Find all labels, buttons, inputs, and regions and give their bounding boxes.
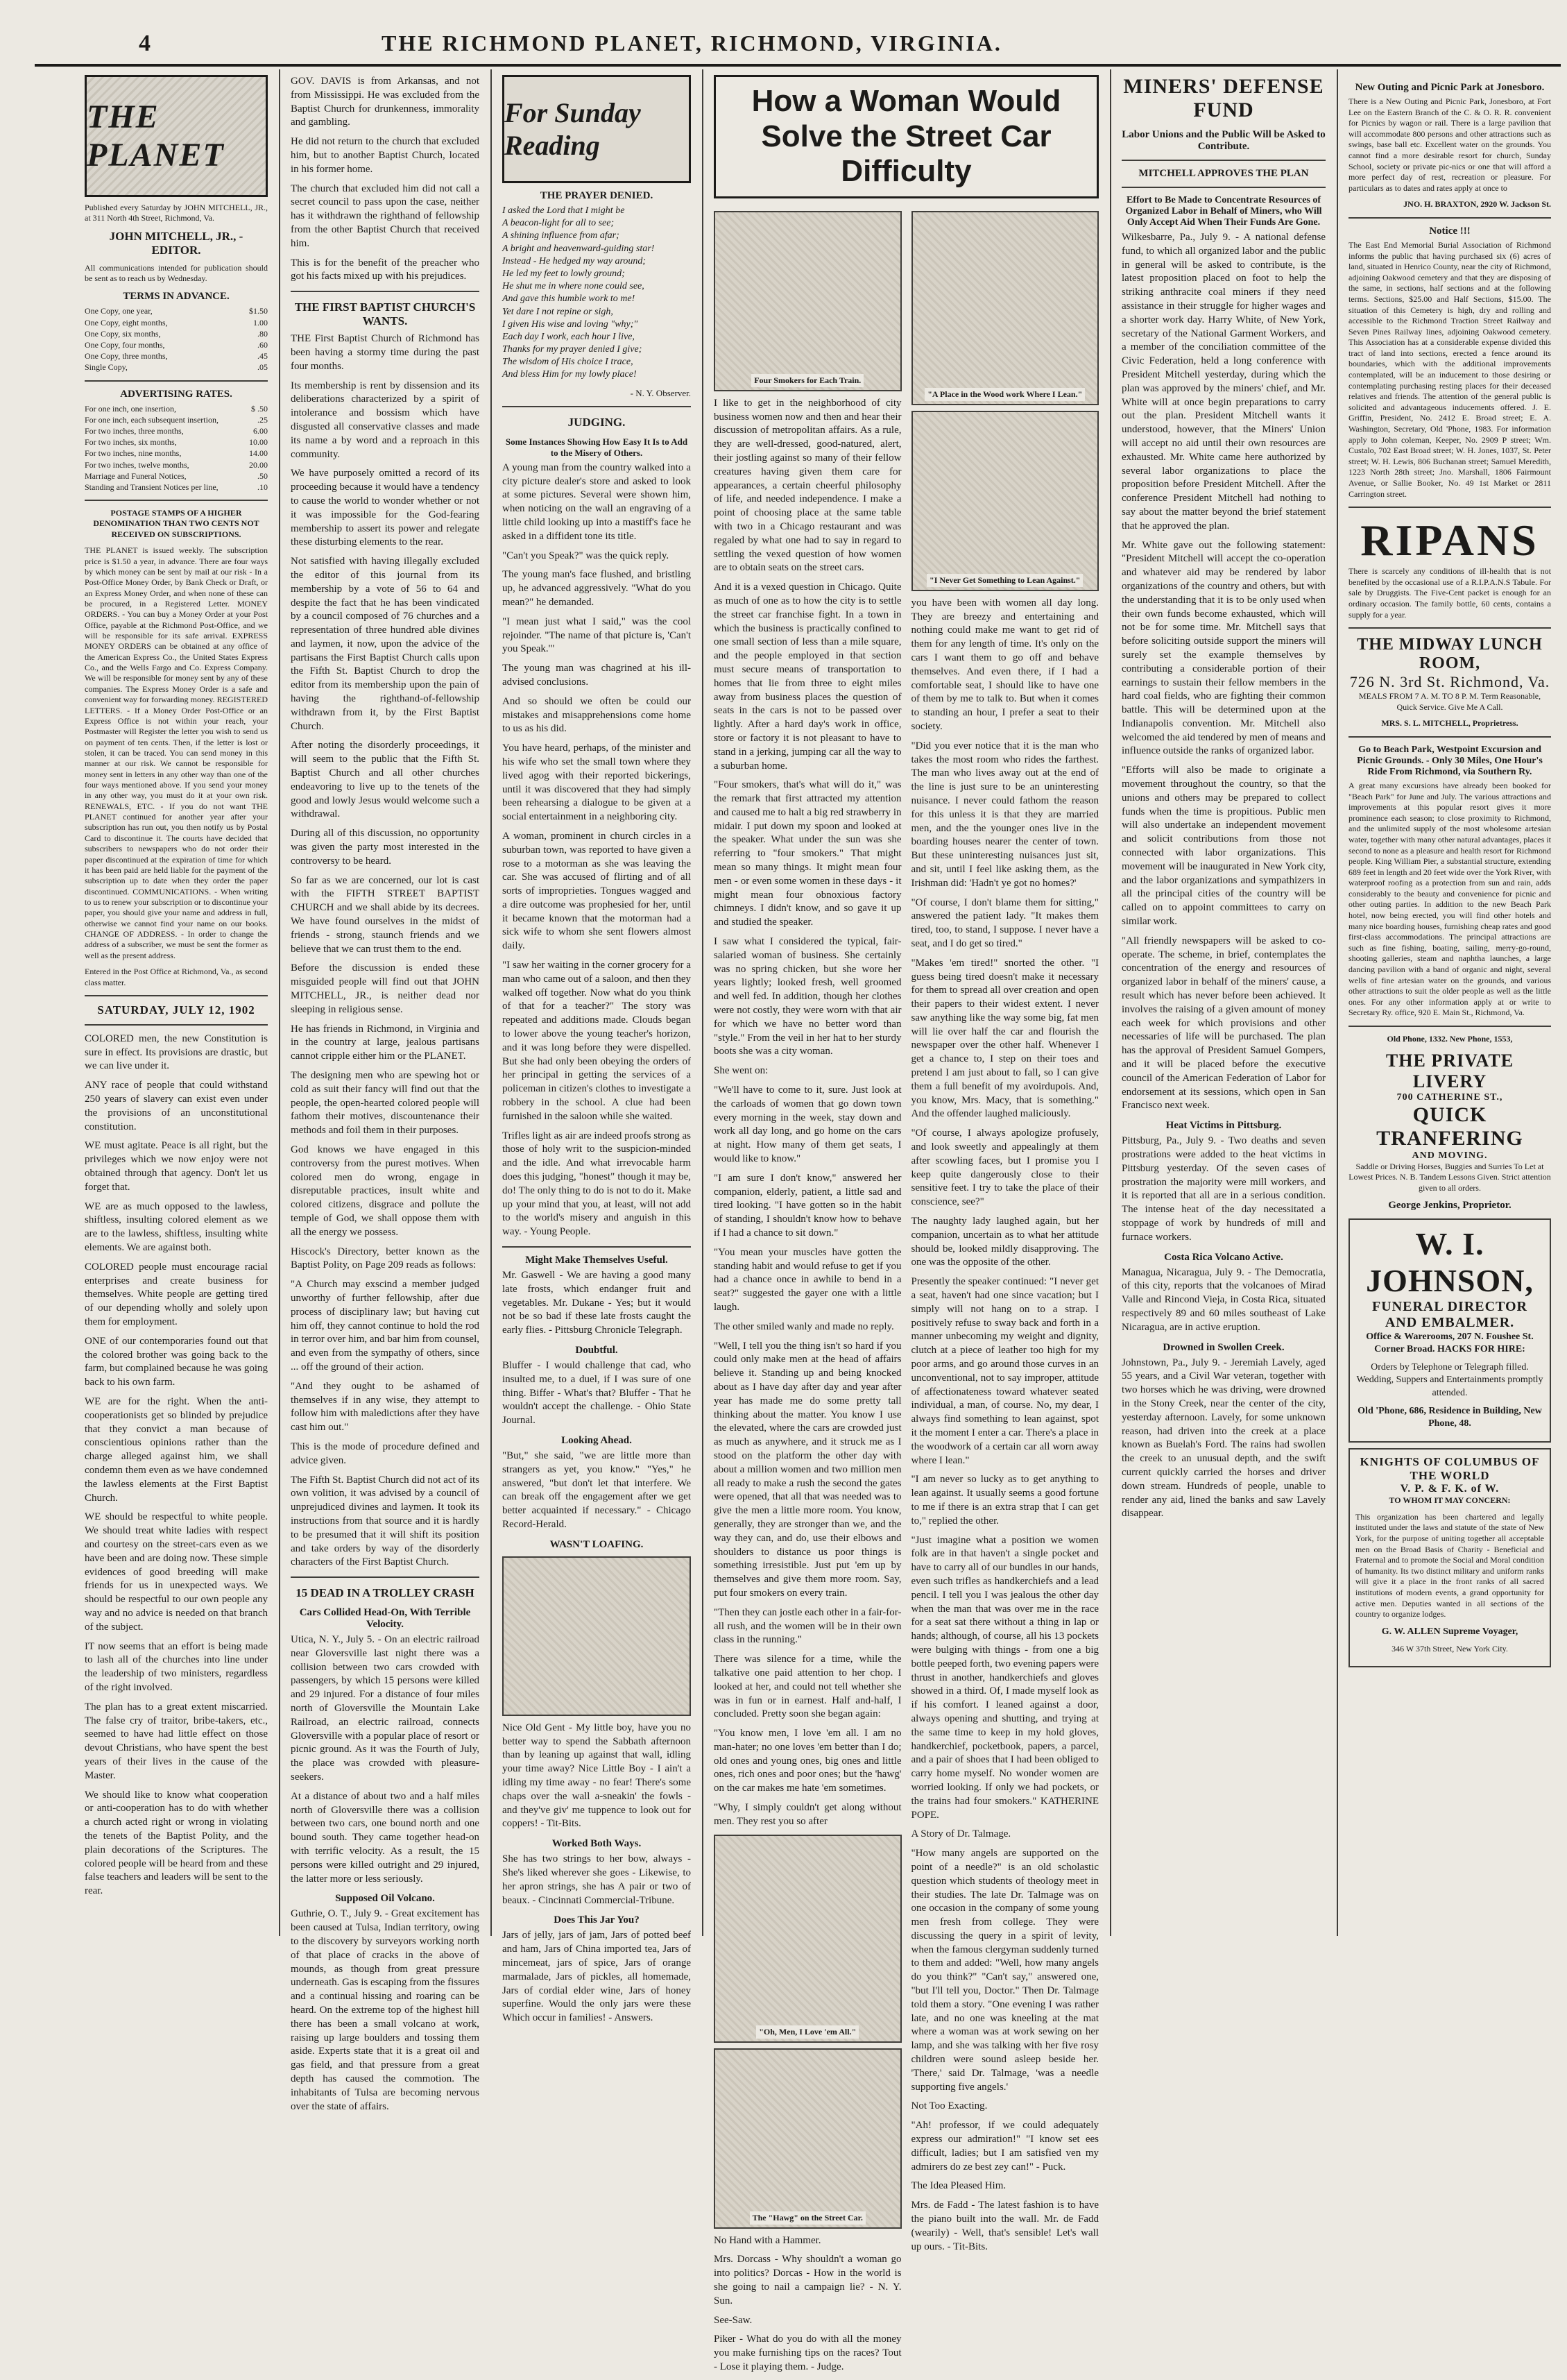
- useful-heading: Might Make Themselves Useful.: [525, 1255, 668, 1266]
- illustration-caption: "A Place in the Wood work Where I Lean.": [925, 388, 1085, 401]
- article-paragraph: A young man from the country walked into a city picture dealer's store and asked to look at some pictures. Several were shown him, when noticing on the wall an engraving of a little child looking up into a mastiff's face he asked in a diffident tone its title.: [502, 461, 691, 542]
- article-paragraph: See-Saw.: [714, 2314, 753, 2326]
- divider: [1348, 627, 1551, 629]
- article-paragraph: I like to get in the neighborhood of city business women now and then and hear their discussion of metropolitan affairs. As a rule, they are well-dressed, good-natured, alert, their jostling against so many of their fellow creatures having given them care for appearances, a certain cheerful philosophy of life, and needed independence. I make a point of choosing place at the same table with two in a Chicago restaurant and was regaled by what one had to say in regard to settling the vexed question of how women are to obtain seats on the street cars.: [714, 397, 902, 574]
- street-car-headline: How a Woman Would Solve the Street Car Difficulty: [751, 84, 1061, 189]
- johnson-title: W. I. JOHNSON,: [1366, 1225, 1534, 1298]
- doubtful-text: Bluffer - I would challenge that cad, who insulted me, to a duel, if I was sure of one thing. Biffer - What's that? Bluffer - That he wouldn't accept the challenge. - Ohio State Journal.: [502, 1360, 691, 1427]
- article-paragraph: "And they ought to be ashamed of themselves if in any wise, they attempt to follow him with maledictions after they have cast him out.": [291, 1380, 479, 1434]
- midway-address: 726 N. 3rd St. Richmond, Va.: [1349, 673, 1550, 691]
- article-paragraph: "Of course, I don't blame them for sitting," answered the patient lady. "It makes them tired, too, to stand, I suppose. I never have a seat, and I do get so tired.": [911, 896, 1099, 949]
- article-paragraph: Mrs. de Fadd - The latest fashion is to have the piano built into the wall. Mr. de Fadd (wearily) - Well, that's sensible! Let's wall up ours. - Tit-Bits.: [911, 2200, 1099, 2252]
- article-paragraph: "I am sure I don't know," answered her companion, elderly, patient, a little sad and tired looking. "I have gotten so in the habit of standing, I shouldn't know how to behave if I had a chance to sit down.": [714, 1172, 902, 1239]
- advertising-row: [85, 403, 268, 414]
- johnson-text: Orders by Telephone or Telegraph filled. Wedding, Suppers and Entertainments promptly attended.: [1356, 1362, 1543, 1398]
- hawg-illustration: [714, 2048, 902, 2229]
- masthead-rule: [35, 64, 1561, 67]
- illustration-caption: "I Never Get Something to Lean Against.": [927, 574, 1083, 587]
- terms-row: [85, 362, 268, 373]
- article-paragraph: The Idea Pleased Him.: [911, 2180, 1007, 2192]
- article-paragraph: The other smiled wanly and made no reply.: [714, 1320, 894, 1332]
- article-left-column: [714, 205, 902, 2380]
- advertising-row-label: For one inch, one insertion,: [85, 403, 176, 414]
- article-left-paragraphs: [714, 397, 902, 1829]
- advertising-row: [85, 425, 268, 436]
- planet-logo: [85, 75, 268, 197]
- miners-fund-title: MINERS' DEFENSE FUND: [1123, 75, 1324, 121]
- ripans-text: There is scarcely any conditions of ill-health that is not benefited by the occasional use of a R.I.P.A.N.S Tabule. For sale by Druggists. The Five-Cent packet is enough for an ordinary occasion. The family bottle, 60 cents, contains a supply for a year.: [1348, 566, 1551, 620]
- ways-text: She has two strings to her bow, always - She's liked wherever she goes - Likewise, to her apron strings, she has A pair or two of beaux. - Cincinnati Commercial-Tribune.: [502, 1853, 691, 1906]
- article-paragraph: "Can't you Speak?" was the quick reply.: [502, 550, 669, 561]
- terms-row: [85, 305, 268, 316]
- article-paragraph: The naughty lady laughed again, but her companion, uncertain as to what her attitude should be, looked mildly disapproving. The one was the opposite of the other.: [911, 1216, 1099, 1268]
- livery-quick-transfer: QUICK TRANFERING: [1376, 1103, 1523, 1150]
- miners-fund-article: [1122, 231, 1326, 1113]
- article-paragraph: "Just imagine what a position we women folk are in that haven't a single pocket and have to carry all of our bundles in our hands, even such trifles as handkerchiefs and a lead pencil. I tell you I was jealous the other day when the man that was over me in the race for a seat sat there without a thing in lap or hands; although, of course, all his 13 pockets were bulging with things - from one a big bottle peeped forth, two evening papers were thrust in another, handkerchiefs and gloves showed in a third. Of, I made myself look as if his comfort. I leaned against a door, always opening and shutting, and trying at the same time to keep in my hold gloves, handkerchief, pocketbook, papers, a parcel, and a pair of shoes that I had been obliged to carry home myself. No wonder women are worried looking. If only we had pockets, or the trains had four smokers." KATHERINE POPE.: [911, 1534, 1099, 1821]
- divider: [85, 500, 268, 501]
- article-paragraph: Not satisfied with having illegally excluded the editor of this journal from its membership by a vote of 56 to 64 and despite the fact that he has been vindicated by a council composed of 76 churches and a representation of three hundred able divines and laymen, it now, upon the advice of the partisans the First Baptist Church calls upon the Fifth St. Baptist Church to drop the editor from its membership upon the pain of having the righthand-of-fellowship withdrawn from it, by the First Baptist Church.: [291, 556, 479, 732]
- terms-row-price: 1.00: [253, 317, 268, 328]
- article-paragraph: At a distance of about two and a half miles north of Gloversville there was a collision between two cars, one bound north and one bound south. They came together head-on with terrific velocity. As a result, the 15 persons were killed outright and 29 injured, the latter more or less seriously.: [291, 1790, 479, 1885]
- ripans-title: RIPANS: [1360, 516, 1539, 566]
- smokers-illustration: [714, 211, 902, 391]
- prayer-poem: I asked the Lord that I might be A beacon-light for all to see; A shining influence from afar; A bright and heavenward-guiding star! Instead - He hedged my way around; He led my feet to lowly ground; He shut me in where none could see, And gave this humble work to me! Yet dare I not repine or sigh, I given His wise and loving "why;" Each day I work, each hour I live, Thanks for my prayer denied I give; The wisdom of His choice I trace, And bless Him for my lowly place!: [502, 205, 655, 380]
- terms-row: [85, 350, 268, 362]
- mitchell-approves: MITCHELL APPROVES THE PLAN: [1138, 168, 1309, 179]
- column-divider: [1337, 69, 1338, 1936]
- editorial-paragraph: ANY race of people that could withstand 250 years of slavery can exist even under the provisions of an unconstitutional constitution.: [85, 1080, 268, 1132]
- terms-row: [85, 339, 268, 350]
- article-paragraph: Mrs. Dorcass - Why shouldn't a woman go into politics? Dorcas - How in the world is she going to nail a campaign lie? - N. Y. Sun.: [714, 2254, 902, 2306]
- column-divider: [490, 69, 492, 1936]
- divider: [1348, 736, 1551, 738]
- terms-row-label: One Copy, four months,: [85, 340, 165, 350]
- jar-text: Jars of jelly, jars of jam, Jars of potted beef and ham, Jars of China imported tea, Jars of mincemeat, jars of spice, Jars of orange marmalade, Jars of pickles, all homemade, Jars of cordial elder wine, Jars of honey superfine. Would the only jars were these Which occur in families! - Answers.: [502, 1930, 691, 2024]
- terms-row-label: One Copy, six months,: [85, 328, 161, 339]
- outing-title: New Outing and Picnic Park at Jonesboro.: [1355, 82, 1545, 93]
- article-paragraph: He did not return to the church that excluded him, but to another Baptist Church, located in his former home.: [291, 136, 479, 175]
- article-paragraph: "Did you ever notice that it is the man who takes the most room who rides the farthest. The man who lives away out at the end of the line is just sure to be an uninteresting nuisance. I never could fathom the reason for this unless it is that they are married men, and the the younger ones live in the boarding houses nearer the center of town. But these uninteresting nuisances just sit, and sit, until I feel like asking them, as the Irishman did: 'Hadn't ye got no homes?': [911, 740, 1099, 889]
- advertising-row-price: 14.00: [249, 448, 268, 459]
- advertising-row-price: 20.00: [249, 459, 268, 470]
- communications-note: All communications intended for publication should be sent as to reach us by Wednesday.: [85, 262, 268, 284]
- article-paragraph: So far as we are concerned, our lot is cast with the FIFTH STREET BAPTIST CHURCH and we shall abide by its decrees. We have found ourselves in the midst of friends - strong, staunch friends and we believe that we can trust them to the end.: [291, 874, 479, 955]
- sunday-reading-banner: [502, 75, 691, 183]
- johnson-office: Office & Warerooms, 207 N. Foushee St. Corner Broad. HACKS FOR HIRE:: [1366, 1331, 1534, 1355]
- loafing-illustration: [502, 1556, 691, 1716]
- column-divider: [702, 69, 703, 1936]
- article-paragraph: "You know men, I love 'em all. I am no man-hater; no one loves 'em better than I do; old ones and young ones, big ones and little ones, rich ones and poor ones; but the 'hawg' on the car makes me hate 'em sometimes.: [714, 1728, 902, 1794]
- notice-text: The East End Memorial Burial Association of Richmond informs the public that having purchased six (6) acres of land, situated in Henrico County, near the city of Richmond, adjoining Oakwood cemetery and that they are disposing of the same, in sections, half sections and at the following terms. Sections, $25.00 and Half Sections, $15.00. The situation of this Cemetery is high, dry and rolling and accessible to the Richmond Traction Street Railway and Seven Pines Railway lines, adjoining Oakwood cemetery. This Association has at a considerable expense divided this tract of land into sections, erected a fence around its boundaries, which with the additional improvements contemplated, will be an inducement to those desiring or contemplating purchasing resting places for their deceased relatives and friends. The attention of the general public is solicited and advantageous inducements offered. J. E. Griffin, President, No. 2412 E. Broad street; E. A. Washington, Secretary, Old 'Phone, 1983. For information apply to John coleman, Keeper, No. 2909 P street; Wm. Custalo, 702 East Broad street; W. H. Jones, 1037, St. Peter street; W. H. Lewis, 806 Buchanan street; Samuel Meredith, 1223 North 28th street; Jno. Marshall, 1806 Fairmount Avenue, or Sallie Booker, No. 49 1st Market or 2811 Carrington street.: [1348, 239, 1551, 499]
- article-paragraph: Not Too Exacting.: [911, 2100, 988, 2112]
- article-paragraph: Piker - What do you do with all the money you make furnishing tips on the races? Tout - Lose it playing them. - Judge.: [714, 2334, 902, 2373]
- article-paragraph: The church that excluded him did not call a secret council to pass upon the case, neither has it withdrawn the righthand of fellowship from the other Baptist Church that received him.: [291, 182, 479, 249]
- advertising-row: [85, 414, 268, 425]
- oil-volcano-heading: Supposed Oil Volcano.: [335, 1893, 435, 1905]
- editorial-paragraph: WE are for the right. When the anti-cooperationists get so blinded by prejudice that they convict a man because of conscientious opinions rather than the charge alleged against him, we shall condemn them even as we have condemned the lawless elements at the First Baptist Church.: [85, 1396, 268, 1504]
- notice-title: Notice !!!: [1429, 225, 1471, 237]
- article-bottom-paragraphs: [714, 2234, 902, 2374]
- drowned-heading: Drowned in Swollen Creek.: [1163, 1341, 1285, 1353]
- terms-list: [85, 305, 268, 373]
- terms-row-label: Single Copy,: [85, 362, 128, 373]
- article-paragraph: "Why, I simply couldn't get along without men. They rest you so after: [714, 1802, 902, 1827]
- editorial-paragraph: The plan has to a great extent miscarried. The false cry of traitor, bribe-takers, etc., seemed to have had little effect on those devout Christians, who have spent the best years of their lives in the cause of the Master.: [85, 1701, 268, 1781]
- street-car-headline-box: [714, 75, 1099, 198]
- divider: [1348, 1026, 1551, 1027]
- divider: [291, 1576, 479, 1578]
- koc-address: 346 W 37th Street, New York City.: [1392, 1643, 1508, 1654]
- article-paragraph: We have purposely omitted a record of its proceeding because it would have a tendency to cause the world to wonder whether or not it was impossible for the God-fearing membership to assert its power and relegate these disturbing elements to the rear.: [291, 468, 479, 548]
- editorial-paragraph: WE are as much opposed to the lawless, shiftless, insulting colored element as we are to the lawless, shiftless, insulting white elements. We are against both.: [85, 1200, 268, 1254]
- divider: [1122, 187, 1326, 188]
- advertising-row-price: $ .50: [251, 403, 268, 414]
- terms-row-label: One Copy, one year,: [85, 306, 153, 316]
- article-paragraph: GOV. DAVIS is from Arkansas, and not from Mississippi. He was excluded from the Baptist Church for drunkenness, immorality and gambling.: [291, 76, 479, 128]
- advertising-row-price: 10.00: [249, 437, 268, 448]
- terms-row-price: .45: [257, 351, 268, 362]
- column-divider: [1110, 69, 1111, 1936]
- article-paragraph: Utica, N. Y., July 5. - On an electric railroad near Gloversville last night there was a collision between two cars crowded with passengers, by which 15 persons were killed and 29 injured. For a distance of four miles north of Gloversville the Mountain Lake Railroad, an electric railroad, connects Gloversville with a popular place of resort or picnic ground. As it was the Fourth of July, the place was crowded with pleasure-seekers.: [291, 1634, 479, 1783]
- article-paragraph: "Ah! professor, if we could adequately express our admiration!" "I know set ees difficult, ladies; but I am satisfied ven my admirers do ze best zey can!" - Puck.: [911, 2120, 1099, 2173]
- advertising-row: [85, 448, 268, 459]
- article-paragraph: A Story of Dr. Talmage.: [911, 1828, 1011, 1840]
- trolley-crash-subhead: Cars Collided Head-On, With Terrible Velocity.: [299, 1607, 471, 1631]
- divider: [85, 995, 268, 996]
- livery-address: 700 CATHERINE ST.,: [1396, 1091, 1503, 1103]
- page-number: 4: [139, 31, 151, 56]
- column-1: [75, 69, 277, 1936]
- beach-text: A great many excursions have already been booked for "Beach Park" for June and July. The various attractions and improvements at this popular resort gives it more prominence each season; to close proximity to Richmond, and the unlimited supply of the most wholesome artesian water, together with many other natural advantages, places it second to none as a pleasure and health resort for Richmond people. King William Pier, a substantial structure, extending 689 feet in length and 20 feet wide over the York River, with waterproof roofing as a protection from sun and rain, adds considerably to the beauty and convenience for picnic and other outing parties. In addition to the new Beach Park hotel, now being erected, you will find other hotels and many nice boarding houses, furnishing cheap rates and good first-class accommodations. The principal attractions are such as fine fishing, boating, sailing, merry-go-round, shooting galleries, steam and naphtha launches, a large dancing pavilion with a band of organic and night, several wells of fine artesian water on the grounds, and various other attractions to suit the older people as well as the little ones. For any other information apply at or write to Secretary Ry. office, 920 E. Main St., Richmond, Va.: [1348, 780, 1551, 1018]
- divider: [1348, 217, 1551, 219]
- column-4: [704, 69, 1108, 2373]
- column-2: [281, 69, 489, 2112]
- beach-title: Go to Beach Park, Westpoint Excursion and Picnic Grounds. - Only 30 Miles, One Hour's Ride From Richmond, via Southern Ry.: [1357, 744, 1543, 777]
- editorial-paragraph: ONE of our contemporaries found out that the colored brother was going back to the farm, but complained because he was going back to his own farm.: [85, 1335, 268, 1388]
- article-paragraph: During all of this discussion, no opportunity was given the party most interested in the controversy to be heard.: [291, 828, 479, 867]
- column-3: [493, 69, 701, 2024]
- livery-title: THE PRIVATE LIVERY: [1385, 1050, 1514, 1091]
- article-paragraph: "Makes 'em tired!" snorted the other. "I guess being tired doesn't make it necessary for them to spread all over creation and open their papers to their widest extent. I never saw anything like the way some big, fat men will lie over half the car and flourish the newspaper over the other half. Whenever I get a chance to, I step on their toes and pretend I am just about to fall, so I can give them a full benefit of my avoirdupois. And, you know, Mrs. Macy, that is something." And the offender laughed maliciously.: [911, 957, 1099, 1120]
- article-paragraph: There was silence for a time, while the talkative one paid attention to her chop. I looked at her, and could not tell whether she was in fun or in earnest. Half and-half, I concluded. Pretty soon she began again:: [714, 1654, 902, 1720]
- judging-article: [502, 461, 691, 1239]
- advertising-row-label: Standing and Transient Notices per line,: [85, 482, 219, 492]
- prayer-heading: THE PRAYER DENIED.: [540, 190, 653, 201]
- article-paragraph: "I mean just what I said," was the cool rejoinder. "The name of that picture is, 'Can't you Speak.'": [502, 615, 691, 655]
- koc-signature: G. W. ALLEN Supreme Voyager,: [1381, 1626, 1518, 1637]
- advertising-row: [85, 482, 268, 493]
- advertising-row-price: .25: [257, 414, 268, 425]
- divider: [502, 406, 691, 407]
- advertising-heading: ADVERTISING RATES.: [120, 388, 232, 400]
- stamps-heading: POSTAGE STAMPS OF A HIGHER DENOMINATION THAN TWO CENTS NOT RECEIVED ON SUBSCRIPTIONS.: [93, 508, 259, 539]
- effort-subhead: Effort to Be Made to Concentrate Resources of Organized Labor in Behalf of Miners, who Will Only Accept Aid When Their Funds Are Gone.: [1125, 195, 1322, 228]
- advertising-list: [85, 403, 268, 493]
- article-paragraph: He has friends in Richmond, in Virginia and in the country at large, jealous partisans cannot cripple either him or the PLANET.: [291, 1023, 479, 1062]
- article-paragraph: "How many angels are supported on the point of a needle?" is an old scholastic question which students of theology meet in their studies. The late Dr. Talmage was on one occasion in the company of some young men fresh from college. They were discussing the query in a spirit of levity, when the famous clergyman suddenly turned to them and added: "Well, how many angels do you think?" "Can't say," answered one, "but I'll tell you, Doctor." Then Dr. Talmage told them a story. "One evening I was rather late, and no one was kneeling at the mat where a woman was at work sewing on her lamp, and she was talking with her five rosy children were sound asleep beside her. 'There,' said Dr. Talmage, 'was a needle supporting five angels.': [911, 1848, 1099, 2093]
- livery-moving: AND MOVING.: [1412, 1150, 1488, 1161]
- article-paragraph: She went on:: [714, 1065, 769, 1077]
- article-paragraph: God knows we have engaged in this controversy from the purest motives. When colored men do wrong, engage in disreputable practices, insult white and colored citizens, disgrace and pollute the temple of God, we shall oppose them with all the energy we possess.: [291, 1144, 479, 1238]
- article-paragraph: After noting the disorderly proceedings, it will seem to the public that the Fifth St. Baptist Church and all other churches endeavoring to live up to the tenets of the good and lowly Jesus would welcome such a withdrawal.: [291, 740, 479, 820]
- woman-illustration: [714, 1835, 902, 2043]
- johnson-phone: Old 'Phone, 686, Residence in Building, New Phone, 48.: [1358, 1405, 1542, 1429]
- article-paragraph: This is the mode of procedure defined and advice given.: [291, 1440, 479, 1466]
- article-paragraph: "Well, I tell you the thing isn't so hard if you could only make men at the head of affairs believe it. Standing up and being knocked about as I have day after day and year after year has made me do some pretty tall thinking about the matter. You know I use the elevated, where the cars are crowded just as much as anywhere, and it struck me as I stood on the platform the other day with about a million women and two million men all ready to make a rush the second the gates were opened, that all that was needed was to give the men a little more room. You know, generally, they are stronger than we, and the way they can, and do, use their elbows and shoulders to distance us poor things is something irresistible. Just put 'em up by themselves and give them more room. Say, put four smokers on every train.: [714, 1340, 902, 1599]
- first-baptist-heading: THE FIRST BAPTIST CHURCH'S WANTS.: [294, 300, 476, 328]
- advertising-row-label: Marriage and Funeral Notices,: [85, 470, 187, 481]
- article-paragraph: Trifles light as air are indeed proofs strong as those of holy writ to the suspicion-minded and the idle. And what irrevocable harm does this judging, "honest" though it may be, do! The only thing to do is not to do it. Make up your mind that you, at least, will not add to the world's misery and anguish in this way. - Young People.: [502, 1130, 691, 1238]
- masthead: THE RICHMOND PLANET, RICHMOND, VIRGINIA.: [382, 31, 1002, 56]
- strap-illustration: [911, 411, 1099, 591]
- jar-heading: Does This Jar You?: [554, 1914, 640, 1926]
- editorial-paragraph: We should like to know what cooperation or anti-cooperation has to do with whether a church acted right or wrong in violating the tenets of the Baptist Polity, and the plain decorations of the Scriptures. The colored people will be heard from and these false teachers and leaders will be sent to the rear.: [85, 1789, 268, 1897]
- terms-row-price: .80: [257, 328, 268, 339]
- page-header: [0, 0, 1567, 56]
- ahead-heading: Looking Ahead.: [561, 1434, 632, 1446]
- johnson-ad: [1348, 1218, 1551, 1443]
- advertising-row-label: For two inches, twelve months,: [85, 459, 189, 470]
- oil-volcano-text: Guthrie, O. T., July 9. - Great excitement has been caused at Tulsa, Indian territory, owing to the discovery by surveyors working north of that place of cracks in the above of mounds, as though from great pressure underneath. Gas is escaping from the fissures and a continual hissing and roaring can be heard. On the extreme top of the highest hill there has been a small volcano at work, raising up large boulders and tossing them aside. Experts state that it is a great oil and gas field, and that pressure from a great depth has caused the commotion. The inhabitants of Tulsa are becoming nervous over the state of affairs.: [291, 1908, 480, 2112]
- advertising-row-label: For two inches, nine months,: [85, 448, 182, 459]
- editorial-paragraph: IT now seems that an effort is being made to lash all of the churches into line under the leadership of two ministers, regardless of the right involved.: [85, 1640, 268, 1693]
- article-paragraph: The young man's face flushed, and bristling up, he advanced aggressively. "What do you mean?" he demanded.: [502, 569, 691, 608]
- advertising-row-price: .10: [257, 482, 268, 492]
- article-right-paragraphs: [911, 597, 1099, 2254]
- article-paragraph: And it is a vexed question in Chicago. Quite as much of one as to how the city is to settle the street car franchise fight. In a town in which the business is practically confined to one small section of less than a mile square, and the people employed in that section must secure means of transportation to homes that lie from three to eight miles away from business places the question of seats in the cars is not to be passed over lightly. After a hard day's work in office, store or factory it is not pleasant to have to stand in a jerking, jumping car all the way to a suburban home.: [714, 581, 902, 772]
- advertising-row-price: .50: [257, 470, 268, 481]
- poem-credit: - N. Y. Observer.: [630, 387, 691, 398]
- divider: [85, 1024, 268, 1026]
- article-paragraph: This is for the benefit of the preacher who got his facts mixed up with his prejudices.: [291, 257, 479, 282]
- illustration-caption: The "Hawg" on the Street Car.: [750, 2211, 866, 2225]
- advertising-row-price: 6.00: [253, 425, 268, 436]
- davis-paragraphs: [291, 75, 479, 284]
- article-paragraph: "Then they can jostle each other in a fair-for-all rush, and the women will be in their own class in the running.": [714, 1606, 902, 1646]
- divider: [291, 291, 479, 292]
- article-paragraph: The Fifth St. Baptist Church did not act of its own volition, it was advised by a council of unprejudiced divines and laymen. It took its instructions from that source and it is hardly to be presumed that it will shift its position and take orders by way of the disorderly characters of the First Baptist Church.: [291, 1474, 479, 1568]
- terms-row-price: .60: [257, 340, 268, 350]
- koc-text: This organization has been chartered and legally instituted under the laws and statute of the state of New York, for the purpose of uniting together all acceptable men on the Broad Basis of Charity - Beneficial and Fraternal and to promote the Social and Moral condition of humanity. Its two distinct military and uniform ranks will give it a place in the front ranks of all sacred institutions of modern events, a grand opportunity for active men. Deputies wanted in all sections of the country to organize lodges.: [1355, 1511, 1544, 1620]
- doubtful-heading: Doubtful.: [575, 1345, 618, 1356]
- divider: [502, 1246, 691, 1248]
- wood-lean-illustration: [911, 211, 1099, 405]
- terms-row-label: One Copy, eight months,: [85, 317, 168, 328]
- trolley-crash-heading: 15 DEAD IN A TROLLEY CRASH: [296, 1586, 474, 1600]
- advertising-row: [85, 459, 268, 470]
- article-paragraph: No Hand with a Hammer.: [714, 2234, 821, 2246]
- street-car-article: [714, 205, 1099, 2380]
- illustration-caption: "Oh, Men, I Love 'em All.": [756, 2025, 859, 2039]
- sunday-reading-title: For Sunday Reading: [504, 97, 641, 161]
- terms-row: [85, 328, 268, 339]
- article-paragraph: "I am never so lucky as to get anything to lean against. It usually seems a good fortune to me if there is an extra strap that I can get to," replied the other.: [911, 1474, 1099, 1527]
- dateline: SATURDAY, JULY 12, 1902: [97, 1003, 255, 1017]
- advertising-row-label: For two inches, three months,: [85, 425, 184, 436]
- article-paragraph: Mr. White gave out the following statement: "President Mitchell will accept the co-operation and whatever aid may be rendered by labor organizations of the country and others, but with the understanding that it is to be only used when their own funds become exhausted, which will not be for some time. Mr. Mitchell says that before soliciting outside support the miners will surely set the example themselves by contributing a considerable portion of their earnings to sustain their fellow members in the hard coal fields, who are fighting their common battle. This will be determined upon at the Indianapolis convention. Mr. Mitchell also welcomed the aid tendered by men of means and influence outside the ranks of organized labor.: [1122, 539, 1326, 757]
- judging-heading: JUDGING.: [567, 415, 626, 429]
- terms-row-price: .05: [257, 362, 268, 373]
- article-paragraph: Wilkesbarre, Pa., July 9. - A national defense fund, to which all organized labor and the public in general will be asked to contribute, is the latest proposition placed on foot to help the striking anthracite coal miners if they need assistance in their struggle for higher wages and a shorter work day. Harry White, of New York, secretary of the National Garment Workers, and a member of the conciliation committee of the Civic Federation, held a long conference with President Mitchell yesterday, during which the plan was approved by the miners' chief, and Mr. White will at once begin preparations to carry out the plan. President Mitchell wants it understood, however, that the Miners' Union will accept no aid until their own resources are exhausted. Mr. White came here authorized by several labor organizations to place the proposition before President Mitchell. After the conference President Mitchell had nothing to say about the matter beyond the brief statement that he approved the plan.: [1122, 232, 1326, 532]
- divider: [1348, 507, 1551, 508]
- article-paragraph: I saw what I considered the typical, fair-salaried woman of business. She certainly was no spring chicken, but she wore her years lightly; looked fresh, well groomed and well fed. In addition, though her clothes were not costly, they were worn with that air for which we have no better word than "style." From the veil in her hat to her sturdy boots she was a city woman.: [714, 936, 902, 1057]
- subscription-notices: THE PLANET is issued weekly. The subscription price is $1.50 a year, in advance. There are four ways by which money can be sent by mail at our risk - In a Post-Office Money Order, by Bank Check or Draft, or an Express Money Order, and when none of these can be procured, in a Registered Letter. MONEY ORDERS. - You can buy a Money Order at your Post Office, payable at the Richmond Post-Office, and we will be responsible for its safe arrival. EXPRESS MONEY ORDERS can be obtained at any office of the American Express Co., the United States Express Co., and the Wells Fargo and Co. Express Company. We will be responsible for money sent by any of these companies. The Express Money Order is a safe and convenient way for forwarding money. REGISTERED LETTERS. - If a Money Order Post-Office or an Express Office is not within your reach, your Postmaster will Register the letter you wish to send us on payment of ten cents. Then, if the letter is lost or stolen, it can be traced. You can send money in this manner at our risk. We cannot be responsible for money sent in letters in any other way than one of the four ways mentioned above. If you send your money in any other way, you must do it at your own risk. RENEWALS, ETC. - If you do not want THE PLANET continued for another year after your subscription has run out, you then notify us by Postal Card to discontinue it. The courts have decided that subscribers to newspapers who do not order their paper discontinued at the expiration of time for which it has been paid are held liable for the payment of the subscription up to date when they order the paper discontinued. COMMUNICATIONS. - When writing to us to renew your subscription or to discontinue your paper, you should give your name and address in full, otherwise we cannot find your name on our books. CHANGE OF ADDRESS. - In order to change the address of a subscriber, we must be sent the former as well as the present address.: [85, 545, 268, 960]
- terms-row-price: $1.50: [249, 306, 268, 316]
- entered-line: Entered in the Post Office at Richmond, Va., as second class matter.: [85, 967, 268, 987]
- divider: [85, 380, 268, 382]
- advertising-row-label: For one inch, each subsequent insertion,: [85, 414, 219, 425]
- ways-heading: Worked Both Ways.: [551, 1838, 642, 1850]
- article-paragraph: "Efforts will also be made to originate a movement throughout the country, so that the unions and others may be prepared to collect funds when the time is propitious. Public men will also undertake an independent movement and solicit contributions from those not connected with labor organizations. This movement will be inaugurated in New York city, and the labor organizations and sympathizers in all the principal cities of the country will be called on to appoint committees to carry on similar work.: [1122, 765, 1326, 928]
- article-paragraph: The young man was chagrined at his ill-advised conclusions.: [502, 663, 691, 688]
- publisher-line: Published every Saturday by JOHN MITCHELL, JR., at 311 North 4th Street, Richmond, Va.: [85, 203, 268, 223]
- first-baptist-article: [291, 332, 479, 1570]
- midway-title: THE MIDWAY LUNCH ROOM,: [1357, 636, 1543, 673]
- ahead-text: "But," she said, "we are little more than strangers as yet, you know." "Yes," he answered, "but don't let that interfere. We can break off the engagement after we get better acquainted if necessary." - Chicago Record-Herald.: [502, 1450, 691, 1530]
- editorial-paragraph: COLORED people must encourage racial enterprises and create business for themselves. White people are getting tired of our depending wholly and solely upon them for employment.: [85, 1261, 268, 1328]
- miners-fund-subtitle: Labor Unions and the Public Will be Asked to Contribute.: [1122, 129, 1326, 152]
- column-5: [1112, 69, 1335, 1936]
- article-paragraph: And so should we often be could our mistakes and misapprehensions come home to us as his did.: [502, 695, 691, 735]
- article-paragraph: THE First Baptist Church of Richmond has been having a stormy time during the past four months.: [291, 333, 479, 372]
- advertising-row: [85, 436, 268, 448]
- article-paragraph: "Four smokers, that's what will do it," was the remark that first attracted my attention and caused me to halt a big red strawberry in midair. I put down my spoon and looked at the speaker. What under the sun was she referring to "four smokers." That might mean so many things. It might mean four men - or even some women in these days - it might mean four obnoxious factory chimneys. I didn't know, and so gave it up and studied the speaker.: [714, 779, 902, 928]
- livery-text: Saddle or Driving Horses, Buggies and Surries To Let at Lowest Prices. N. B. Tandem Lessons Given. Strict attention given to all orders.: [1348, 1161, 1551, 1193]
- article-paragraph: "Of course, I always apologize profusely, and look sweetly and appealingly at them after scowling faces, but I promise you I keep quite dangerously close to their sensitive feet. I try to take the place of their conscience, see?": [911, 1128, 1099, 1208]
- useful-text: Mr. Gaswell - We are having a good many late frosts, which endanger fruit and vegetables. Mr. Dukane - Yes; but it would not be so bad if these late frosts caught the early flies. - Pittsburg Chronicle Telegraph.: [502, 1270, 691, 1336]
- planet-logo-text: THE PLANET: [87, 99, 225, 173]
- article-paragraph: Its membership is rent by dissension and its deliberations characterized by a spirit of intolerance and bossism which have disgusted all conservative classes and made its name a by word and a reproach in this community.: [291, 380, 479, 460]
- editorial-paragraph: COLORED men, the new Constitution is sure in effect. Its provisions are drastic, but we can live under it.: [85, 1032, 268, 1072]
- article-paragraph: A woman, prominent in church circles in a suburban town, was reported to have given a rose to a motorman as she was leaving the car. She was accused of flirting and of all sorts of improprieties. Tongues wagged and a dire outcome was prophesied for her, until it became known that the motorman had a sick wife to whom she sent flowers almost daily.: [502, 830, 691, 952]
- judging-subhead: Some Instances Showing How Easy It Is to Add to the Misery of Others.: [505, 436, 688, 458]
- article-paragraph: "All friendly newspapers will be asked to co-operate. The scheme, in brief, contemplates the concentration of the energy and resources of organized labor in behalf of the miners' cause, a result which has never before been achieved. It involves the raising of a given amount of money each week for which provisions and other necessaries of life will be purchased. The plan has the approval of President Samuel Gompers, and it will be placed before the executive council of the American Federation of Labor for endorsement at its sessions, which open in San Francisco next week.: [1122, 935, 1326, 1112]
- advertising-row-label: For two inches, six months,: [85, 437, 177, 448]
- heat-text: Pittsburg, Pa., July 9. - Two deaths and seven prostrations were added to the heat victims in Pittsburg yesterday. Of the seven cases of prostration the majority were mill workers, and it is reported that all are in a serious condition. The intense heat of the day necessitated a stoppage of work by hundreds of mill and furnace workers.: [1122, 1135, 1326, 1243]
- column-6: [1339, 69, 1561, 1936]
- editor-line: JOHN MITCHELL, JR., - EDITOR.: [109, 229, 243, 257]
- koc-ad: [1348, 1448, 1551, 1667]
- article-paragraph: you have been with women all day long. They are breezy and entertaining and nothing could make me want to get rid of them for any length of time. It's only on the cars I want them to go off and behave themselves. And even there, if I had a comfortable seat, I should like to have one of them by me to talk to. But when it comes to standing an hour, I prefer a seat to their society.: [911, 597, 1099, 732]
- loafing-heading: WASN'T LOAFING.: [549, 1538, 644, 1550]
- article-paragraph: "A Church may exscind a member judged unworthy of further fellowship, after due process of disciplinary law; but having cut him off, they cannot continue to hold the rod in terror over him, and bar him from counsel, and even from the sympathy of others, since ... off the ground of their action.: [291, 1279, 479, 1372]
- terms-heading: TERMS IN ADVANCE.: [123, 291, 230, 303]
- costa-text: Managua, Nicaragua, July 9. - The Democratia, of this city, reports that the volcanoes of Mirad Valle and Rincond Vieja, in Costa Rica, situated respectively 89 and 60 miles southeast of Lake Nicaragua, are in active eruption.: [1122, 1266, 1326, 1333]
- article-paragraph: Hiscock's Directory, better known as the Baptist Polity, on Page 209 reads as follows:: [291, 1246, 479, 1271]
- article-paragraph: "I saw her waiting in the corner grocery for a man who came out of a saloon, and then they walked off together. Now what do you think of that for a teacher?" The story was repeated and additions made. Clouds began to lower above the young teacher's horizon, and it was long before they were dispelled. But she had only been obeying the orders of her principal in getting the services of a policeman in citizen's clothes to investigate a robbery in the school. A clue had been furnished in the saloon while she waited.: [502, 960, 691, 1122]
- outing-signature: JNO. H. BRAXTON, 2920 W. Jackson St.: [1403, 199, 1551, 210]
- johnson-subtitle: FUNERAL DIRECTOR AND EMBALMER.: [1372, 1298, 1527, 1330]
- loafing-text: Nice Old Gent - My little boy, have you no better way to spend the Sabbath afternoon than by leaning up against that wall, idling your time away? Nice Little Boy - I ain't a idling my time away - no fear! There's some chaps over the wall a-sneakin' the fowls - and they've giv' me tuppence to look out for coppers! - Tit-Bits.: [502, 1722, 691, 1830]
- article-paragraph: The designing men who are spewing hot or cold as suit their fancy will find out that the people, the open-hearted colored people will fathom their motives, discountenance their methods and foil them in their purposes.: [291, 1070, 479, 1137]
- editorial-paragraph: WE must agitate. Peace is all right, but the privileges which we now enjoy were not obtained through that agency. Don't let us forget that.: [85, 1140, 268, 1193]
- article-paragraph: "We'll have to come to it, sure. Just look at the carloads of women that go down town every morning in the week, stay down and work all day long, and go home on the cars at night. How many of them get seats, I would like to know.": [714, 1085, 902, 1165]
- column-divider: [279, 69, 280, 1936]
- article-paragraph: Before the discussion is ended these misguided people will find out that JOHN MITCHELL, JR., is neither dead nor sleeping in religious sense.: [291, 962, 479, 1015]
- divider: [1122, 160, 1326, 161]
- advertising-row: [85, 470, 268, 482]
- heat-heading: Heat Victims in Pittsburg.: [1165, 1120, 1282, 1132]
- livery-phone: Old Phone, 1332. New Phone, 1553,: [1387, 1034, 1513, 1044]
- midway-proprietress: MRS. S. L. MITCHELL, Proprietress.: [1381, 718, 1518, 729]
- illustration-caption: Four Smokers for Each Train.: [751, 374, 864, 387]
- editorial-paragraphs: [85, 1032, 268, 1898]
- article-paragraph: "You mean your muscles have gotten the standing habit and would refuse to get if you had a chance once in awhile to bend in a seat?" suggested the gayer one with a little laugh.: [714, 1246, 902, 1313]
- article-paragraph: Presently the speaker continued: "I never get a seat, haven't had one since vacation; but I simply will not hang on to a strap. I positively refuse to sway back and forth in a manner unbecoming my weight and dignity, clutch at a piece of leather too high for my poor arms, and go around those curves in an unconventional, not to say improper, attitude of affectionateness toward whatever seated individual, a man, of course. No, my dear, I always find something to lean against, spot it the moment I enter a car. There's a place in the woodwork of a certain car all worn away where I lean.": [911, 1276, 1099, 1466]
- koc-to-whom: TO WHOM IT MAY CONCERN:: [1389, 1495, 1511, 1506]
- trolley-crash-article: [291, 1633, 479, 1886]
- terms-row-label: One Copy, three months,: [85, 351, 168, 362]
- costa-heading: Costa Rica Volcano Active.: [1164, 1251, 1283, 1263]
- article-right-column: [911, 205, 1099, 2380]
- terms-row: [85, 317, 268, 328]
- article-paragraph: You have heard, perhaps, of the minister and his wife who set the small town where they lived agog with their reported bickerings, until it was discovered that they had simply been rehearsing a dialogue to be given at a social entertainment in a neighboring city.: [502, 742, 691, 823]
- editorial-paragraph: WE should be respectful to white people. We should treat white ladies with respect and courtesy on the street-cars even as we have been and are doing now. These simple evidences of good breeding will make friends for us in unexpected ways. We should be respectful to our own people any way and no advice is needed on that branch of the subject.: [85, 1511, 268, 1633]
- koc-subtitle: V. P. & F. K. of W.: [1400, 1483, 1500, 1495]
- drowned-text: Johnstown, Pa., July 9. - Jeremiah Lavely, aged 55 years, and a Civil War veteran, together with two horses which he was driving, were drowned in the Stony Creek, near the center of the city, yesterday afternoon. Lavely, for some unknown reason, had driven into the creek at a place known as Buelah's Ford. The rains had swollen the creek to an unusual depth, and the swift current quickly carried the horses and driver down stream. Hundreds of people, unable to render any aid, lined the banks and saw Lavely disappear.: [1122, 1357, 1326, 1520]
- livery-proprietor: George Jenkins, Proprietor.: [1388, 1200, 1512, 1212]
- outing-text: There is a New Outing and Picnic Park, Jonesboro, at Fort Lee on the Eastern Branch of the C. & O. R. R. convenient for Picnics by wagon or rail. There is a large pavilion that will accommodate 800 persons and other attractions such as swings, base ball etc. Excellent water on the grounds. You cannot find a more desirable resort for church, Sunday School, society or private pic-nics or one that will afford a more perfect day of rest, recreation or pleasure. For particulars as to dates and rates apply at once to: [1348, 96, 1551, 193]
- koc-title: KNIGHTS OF COLUMBUS OF THE WORLD: [1360, 1455, 1540, 1483]
- midway-text: MEALS FROM 7 A. M. TO 8 P. M. Term Reasonable, Quick Service. Give Me A Call.: [1358, 691, 1541, 712]
